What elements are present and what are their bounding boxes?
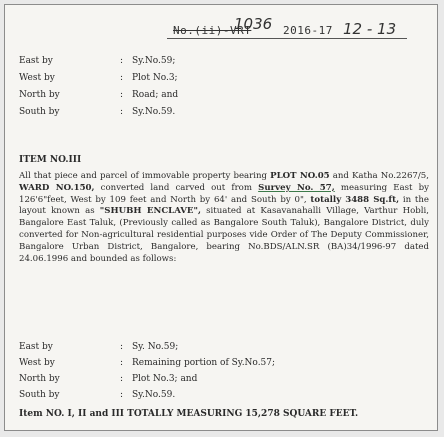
bound-value: Sy.No.59; (132, 56, 176, 66)
reference-number: No.(ii)-VRT (173, 24, 252, 37)
layout-name: "SHUBH ENCLAVE", (99, 206, 201, 217)
bound-direction: South by (19, 390, 60, 400)
total-measurement: Item NO. I, II and III TOTALLY MEASURING 15,278 SQUARE FEET. (19, 409, 359, 419)
item-title: ITEM NO.III (19, 155, 82, 165)
bound-direction: West by (19, 73, 55, 83)
item-description (19, 171, 429, 265)
ward-number: WARD NO.150, (19, 182, 95, 193)
bound-value: Plot No.3; and (132, 374, 198, 384)
bound-value: Sy.No.59. (132, 390, 176, 400)
bound-value: Road; and (132, 90, 179, 100)
handwritten-date: 12 - 13 (343, 20, 397, 38)
year-text: 2016-17 (283, 24, 333, 37)
bound-colon: : (120, 107, 124, 117)
bound-value: Sy.No.59. (132, 107, 176, 117)
text-run: in the layout known as (19, 194, 429, 217)
bound-direction: South by (19, 107, 60, 117)
survey-number: Survey No. 57, (258, 182, 335, 193)
document-page (4, 4, 438, 431)
bound-direction: East by (19, 56, 53, 66)
bound-row (19, 106, 175, 118)
bound-colon: : (120, 73, 124, 83)
text-run: measuring East by 126'6"feet, West by 109 feet and North by 64' and South by 0", (19, 182, 429, 205)
bound-row (19, 55, 175, 67)
plot-number: PLOT NO.05 (270, 171, 330, 181)
total-area: totally 3488 Sq.ft, (310, 194, 400, 205)
document-header (5, 14, 438, 46)
text-run: converted land carved out from (94, 182, 259, 193)
bound-row (19, 357, 275, 369)
header-underline (167, 38, 407, 39)
text-run: situated at Kasavanahalli Village, Varthur Hobli, Bangalore East Taluk, (Previously called as Bangalore South Taluk), Bangalore District, duly converted for Non-agricultural residential purposes vide Order of The Deputy Commissioner, Bangalore Urban District, Bangalore, bearing No.BDS/ALN.SR (BA)34/1996-97 dated 24.06.1996 and bounded as follows: (19, 206, 429, 264)
bound-row (19, 89, 178, 101)
bound-direction: North by (19, 90, 60, 100)
bound-colon: : (120, 90, 124, 100)
handwritten-number: 1036 (234, 15, 273, 33)
bound-value: Sy. No.59; (132, 342, 179, 352)
bound-value: Plot No.3; (132, 73, 178, 83)
text-run: All that piece and parcel of immovable property bearing (19, 171, 271, 181)
bound-row (19, 341, 178, 353)
bound-colon: : (120, 390, 124, 400)
bound-colon: : (120, 358, 124, 368)
text-run: and Katha No.2267/5, (329, 171, 429, 181)
bound-row (19, 389, 175, 401)
bound-value: Remaining portion of Sy.No.57; (132, 358, 276, 368)
bound-colon: : (120, 374, 124, 384)
bound-colon: : (120, 342, 124, 352)
bound-colon: : (120, 56, 124, 66)
bound-direction: West by (19, 358, 55, 368)
bound-direction: North by (19, 374, 60, 384)
bound-direction: East by (19, 342, 53, 352)
bound-row (19, 72, 178, 84)
bound-row (19, 373, 197, 385)
